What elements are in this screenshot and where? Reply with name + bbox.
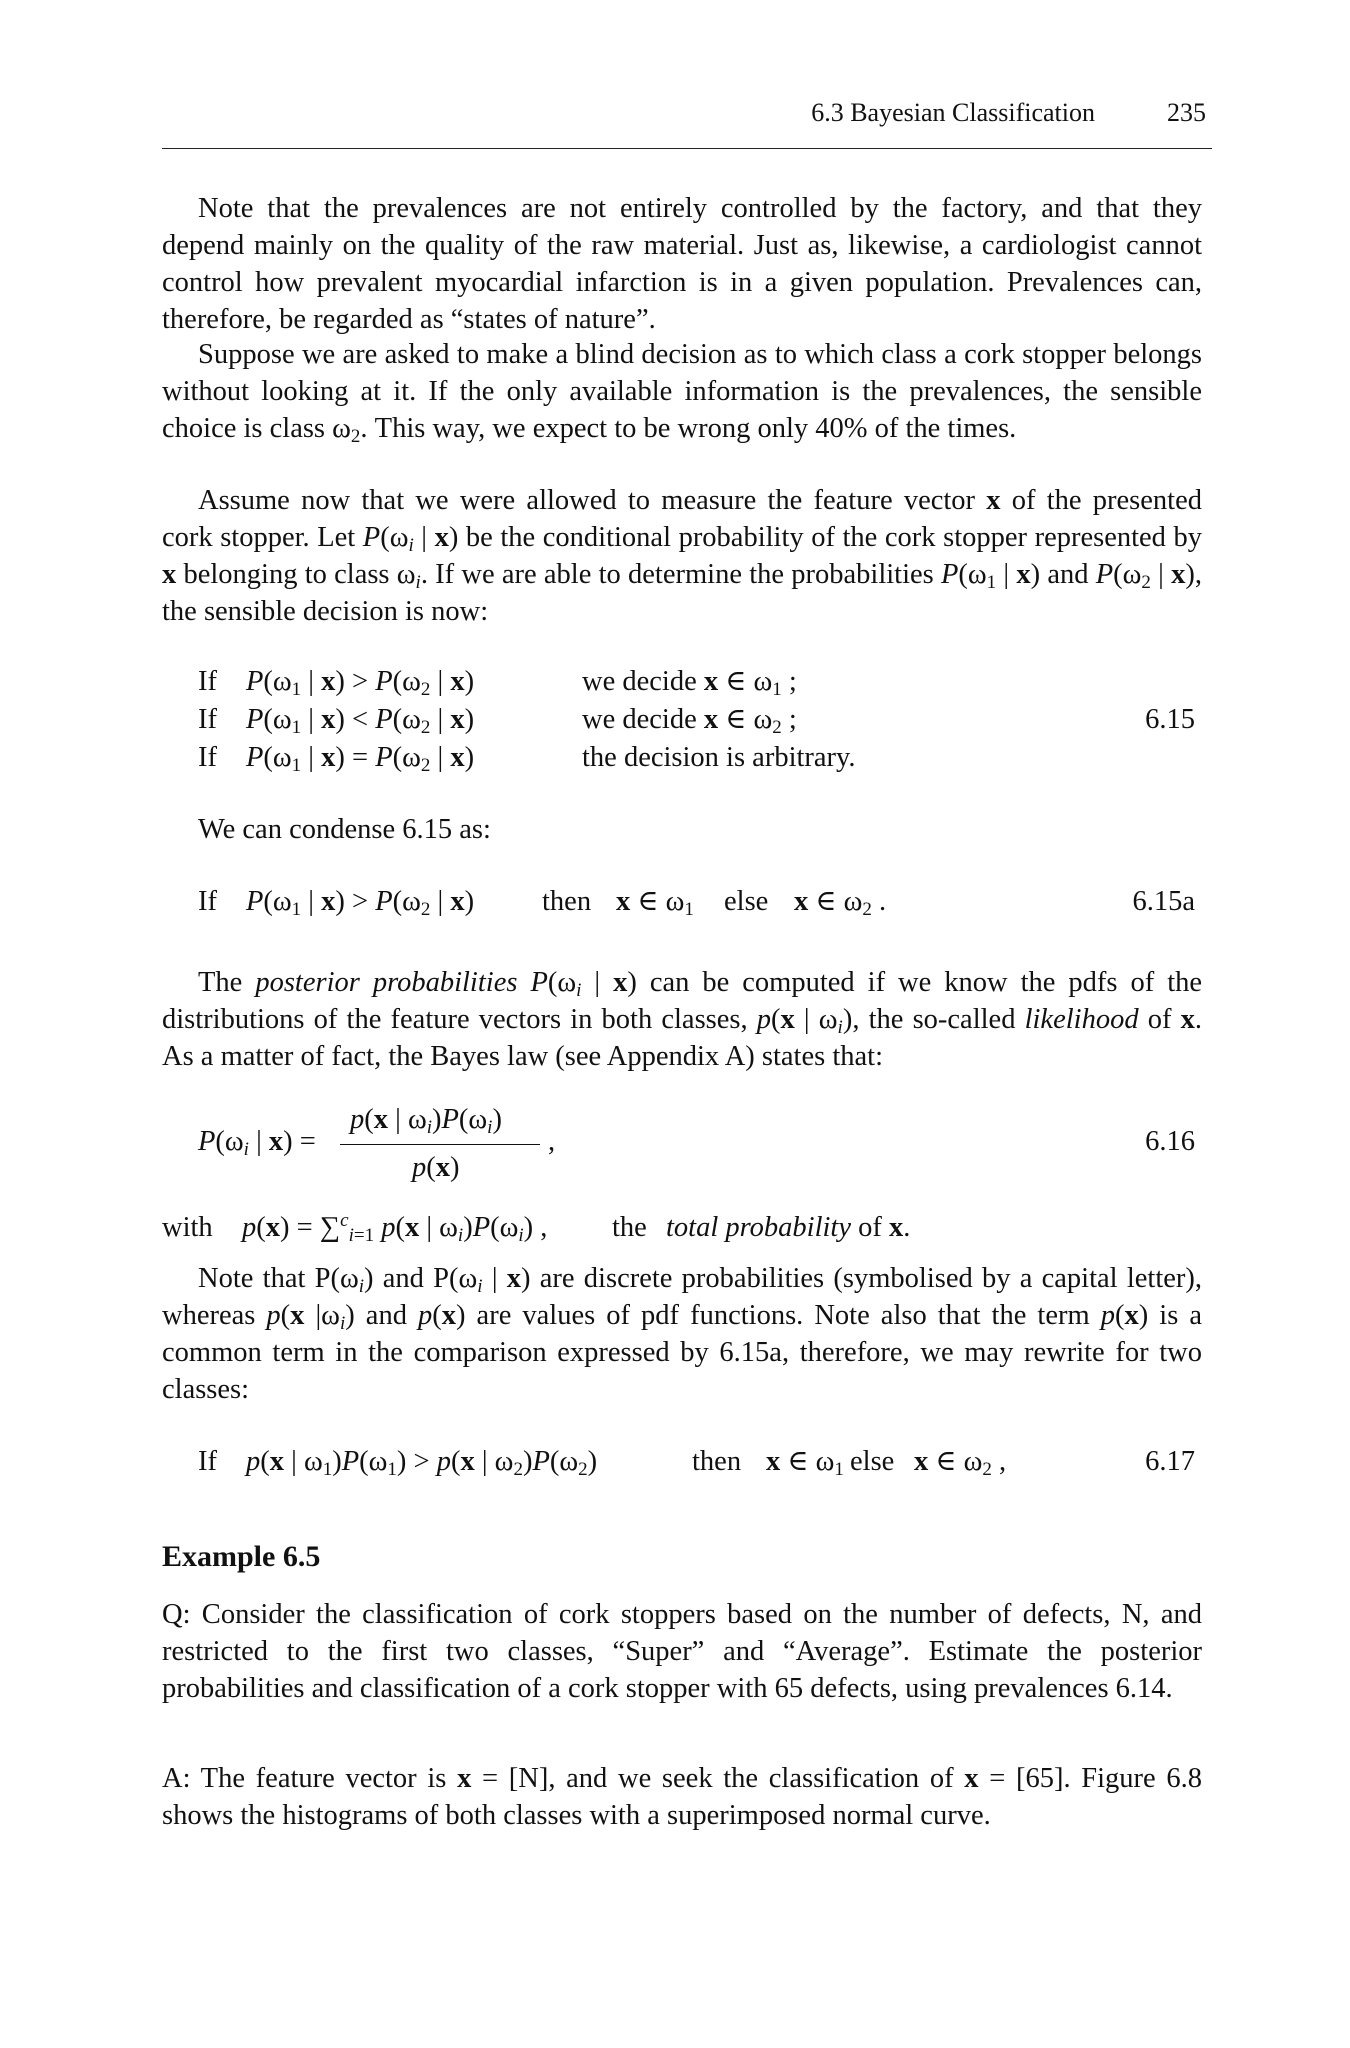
example-title: Example 6.5 — [162, 1540, 321, 1573]
header-rule — [162, 148, 1212, 149]
rule-line-3: If $P(\omega_1$ | $x) = P(\omega_2$ | x) the decision is arbitrary. — [198, 742, 856, 776]
equation-number-6-15: 6.15 — [1145, 704, 1195, 735]
running-head — [162, 98, 1212, 138]
rule-line-2: If $P(\omega_1$ | $x) < P(\omega_2$ | x) we decide x ∈ $\omega_2$ ; 6.15 — [0, 700, 1350, 740]
equation-number-6-15a: 6.15a — [1132, 886, 1195, 917]
page-number: 235 — [1167, 98, 1206, 127]
equation-6-16: $P(\omega_i$ | x) = p(x | $\omega_i)P(\omega_i)$ p(x) , 6.16 — [198, 1104, 1195, 1183]
paragraph-blind-decision: Suppose we are asked to make a blind decision as to which class a cork stopper belongs without looking at it. If the only available information is the prevalences, the sensible choice is class $\omega_2$. This way, we expect to be wrong only 40% of the times. — [162, 339, 1202, 447]
paragraph-feature-vector: Assume now that we were allowed to measure the feature vector x of the presented cork stopper. Let $P(\omega_i$ | x) be the conditional probability of the cork stopper represented by x belonging to class $\omega_i$. If we are able to determine the probabilities $P(\omega_1$ | x) and $P(\omega_2$ | x), the sensible decision is now: — [162, 485, 1202, 627]
rule-line-1: If $P(\omega_1$ | $x) > P(\omega_2$ | x) we decide x ∈ $\omega_1$ ; — [198, 666, 797, 700]
equation-number-6-17: 6.17 — [1145, 1446, 1195, 1477]
equation-6-17: If p(x | $\omega_1)P(\omega_1) > p(x$ | $\omega_2)P(\omega_2)$ then x ∈ $\omega_1$ else x ∈ $\omega_2$ , 6.17 — [0, 1442, 1350, 1482]
paragraph-prevalences: Note that the prevalences are not entirely controlled by the factory, and that they depend mainly on the quality of the raw material. Just as, likewise, a cardiologist cannot control how prevalent myocardial infarction is in a given population. Prevalences can, therefore, be regarded as “states of nature”. — [162, 193, 1202, 335]
example-answer: A: The feature vector is x = [N], and we seek the classification of x = [65]. Figure 6.8 shows the histograms of both classes with a superimposed normal curve. — [162, 1763, 1202, 1831]
condense-line: We can condense 6.15 as: — [198, 814, 491, 845]
paragraph-posterior: The posterior probabilities $P(\omega_i$ | x) can be computed if we know the pdfs of the distributions of the feature vectors in both classes, p(x | $\omega_i$), the so-called likelihood of x. As a matter of fact, the Bayes law (see Appendix A) states that: — [162, 967, 1203, 1072]
paragraph-discrete-probabilities: Note that $P(\omega_i)$ and $P(\omega_i$ | x) are discrete probabilities (symbolised by a capital letter), whereas p(x $|\omega_i$) and p(x) are values of pdf functions. Note also that the term p(x) is a common term in the comparison expressed by 6.15a, therefore, we may rewrite for two classes: — [162, 1263, 1202, 1405]
equation-number-6-16: 6.16 — [1145, 1126, 1195, 1157]
equation-6-15a: If $P(\omega_1$ | $x) > P(\omega_2$ | x) then x ∈ $\omega_1$ else x ∈ $\omega_2$ . 6.15a — [0, 882, 1350, 922]
section-title: 6.3 Bayesian Classification — [811, 98, 1095, 127]
example-question: Q: Consider the classification of cork stoppers based on the number of defects, N, and restricted to the first two classes, “Super” and “Average”. Estimate the posterior probabilities and classification of a cork stopper with 65 defects, using prevalences 6.14. — [162, 1599, 1202, 1704]
total-probability-line: with p(x) = ∑$^c_{i=1}$ p(x | $\omega_i)P(\omega_i)$ , the total probability of x. — [162, 1210, 911, 1246]
